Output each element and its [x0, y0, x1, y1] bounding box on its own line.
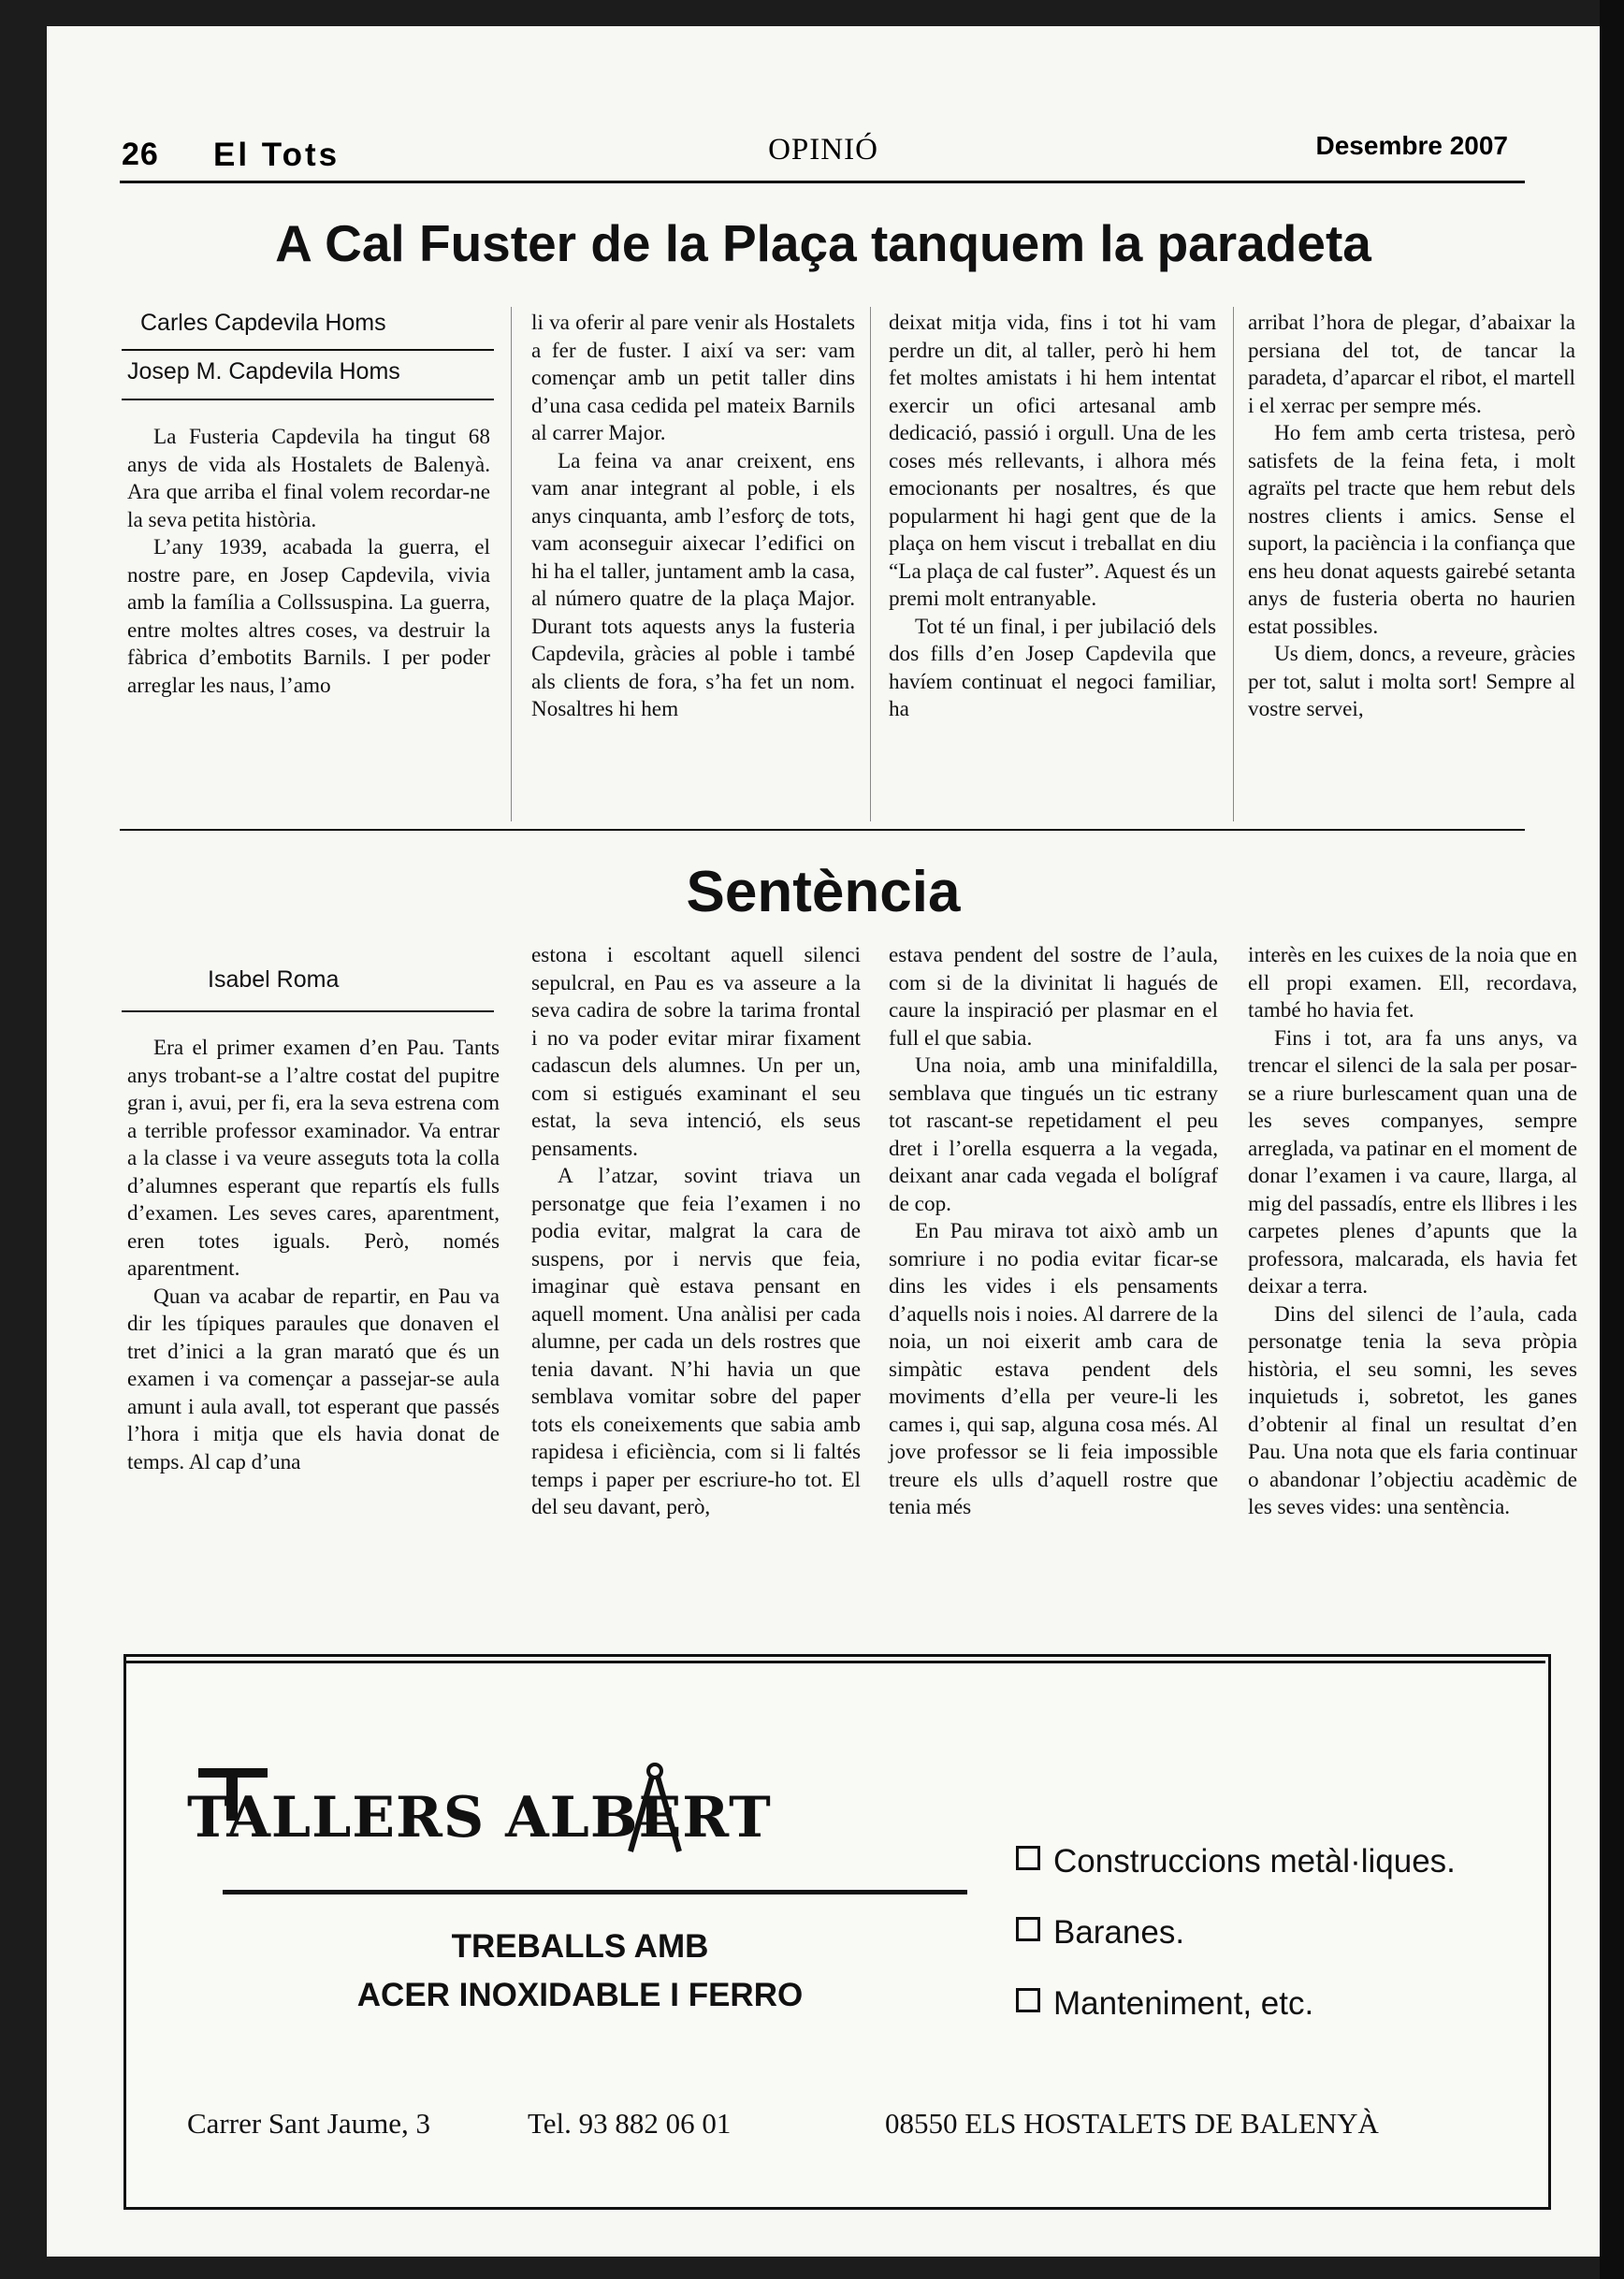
magazine-name: El Tots: [213, 137, 341, 173]
paragraph: L’any 1939, acabada la guerra, el nostre pare, en Josep Capdevila, vivia amb la família a Collssuspina. La guerra, entre moltes altres coses, va destruir la fàbrica d’embotits Barnils. I per poder arreglar les naus, l’amo: [127, 535, 490, 698]
feature-label: Baranes.: [1053, 1914, 1185, 1951]
paragraph: A l’atzar, sovint triava un personatge que feia l’examen i no podia evitar, malgrat la cara de suspens, por i nervis que feia, imaginar què estava pensant en aquell moment. Una anàlisi per cada alumne, per cada un dels rostres que tenia davant. N’hi havia un que semblava vomitar sobre del paper tots els coneixements que sabia amb rapidesa i eficiència, com si li faltés temps i paper per escriure-ho tot. El del seu davant, però,: [531, 1164, 861, 1519]
feature-item: [1016, 1914, 1184, 1952]
paragraph: Era el primer examen d’en Pau. Tants anys trobant-se a l’altre costat del pupitre gran i, avui, per fi, era la seva estrena com a terrible professor examinador. Va entrar a la classe i va veure asseguts tota la colla d’alumnes esperant que repartís els fulls d’examen. Les seves cares, aparentment, eren totes iguals. Però, només aparentment.: [127, 1036, 500, 1281]
ad-tagline: TREBALLS AMB: [451, 1928, 709, 1965]
article-column: [1248, 310, 1575, 724]
paragraph: arribat l’hora de plegar, d’abaixar la persiana del tot, de tancar la paradeta, d’aparcar el ribot, el martell i el xerrac per sempre més.: [1248, 311, 1575, 418]
paragraph: Dins del silenci de l’aula, cada personatge tenia la seva pròpia història, el seu somni, les seves inquietuds i, sobretot, les ganes d’obtenir al final un resultat d’en Pau. Una nota que els faria continuar o abandonar l’objectiu acadèmic de les seves vides: una sentència.: [1248, 1301, 1577, 1519]
checkbox-icon: [1016, 1846, 1040, 1870]
paragraph: Us diem, doncs, a reveure, gràcies per tot, salut i molta sort! Sempre al vostre servei,: [1248, 642, 1575, 721]
feature-label: Construccions metàl·liques.: [1053, 1843, 1456, 1880]
ad-tagline: ACER INOXIDABLE I FERRO: [356, 1977, 804, 2013]
feature-item: [1016, 1985, 1313, 2023]
paragraph: deixat mitja vida, fins i tot hi vam perdre un dit, al taller, però hi hem fet moltes amistats i hi hem intentat exercir un ofici artesanal amb dedicació, passió i orgull. Una de les coses més rellevants, i alhora més emocionants per nosaltres, és que popularment hi hagi gent que de la plaça on hem viscut i treballat en diu “La plaça de cal fuster”. Aquest és un premi molt entranyable.: [889, 311, 1216, 611]
advertisement-top-rule: [123, 1661, 1545, 1663]
company-logo-text: TALLERS ALBERT: [187, 1785, 772, 1851]
article-column: [889, 310, 1216, 724]
column-divider: [511, 307, 512, 821]
section-title: OPINIÓ: [768, 133, 878, 167]
paragraph: estava pendent del sostre de l’aula, com si de la divinitat li hagués de caure la inspiració per plasmar en el full el que sabia.: [889, 943, 1218, 1051]
paragraph: li va oferir al pare venir als Hostalets a fer de fuster. I així va ser: vam començar amb un petit taller dins d’una casa cedida pel mateix Barnils al carrer Major.: [531, 311, 855, 445]
newspaper-page: [47, 26, 1600, 2257]
scan-edge: [1600, 0, 1624, 2279]
paragraph: Ho fem amb certa tristesa, però satisfets de la feina feta, i molt agraïts pel tracte que hem rebut dels nostres clients i amics. Sense el suport, la paciència i la confiança que ens heu donat aquests gairebé setanta anys de fusteria oberta no haurien estat possibles.: [1248, 421, 1575, 639]
article-column: [531, 310, 855, 724]
feature-label: Manteniment, etc.: [1053, 1985, 1314, 2022]
checkbox-icon: [1016, 1988, 1040, 2012]
logo-underline: [223, 1890, 967, 1894]
paragraph: Tot té un final, i per jubilació dels dos fills d’en Josep Capdevila que havíem continuat el negoci familiar, ha: [889, 614, 1216, 721]
header-rule: [120, 181, 1525, 183]
paragraph: Una noia, amb una minifaldilla, semblava que tingués un tic estrany tot rascant-se repetidament el peu dret i l’orella esquerra a la vegada, deixant anar cada vegada el bolígraf de cop.: [889, 1053, 1218, 1216]
paragraph: Quan va acabar de repartir, en Pau va dir les típiques paraules que donaven el tret d’inici a la gran marató que és un examen i va començar a passejar-se aula amunt i aula avall, tot esperant que passés l’hora i mitja que els havia donat de temps. Al cap d’una: [127, 1284, 500, 1474]
article-column: [127, 1035, 500, 1476]
page-number: 26: [122, 137, 159, 172]
article-column: [531, 942, 861, 1522]
article-column: [127, 424, 490, 700]
paragraph: La Fusteria Capdevila ha tingut 68 anys de vida als Hostalets de Balenyà. Ara que arriba el final volem recordar-ne la seva petita història.: [127, 425, 490, 532]
feature-item: [1016, 1843, 1456, 1880]
article-column: [1248, 942, 1577, 1522]
checkbox-icon: [1016, 1917, 1040, 1941]
article-title: A Cal Fuster de la Plaça tanquem la paradeta: [275, 214, 1371, 272]
article-title: Sentència: [686, 860, 961, 924]
author-rule: [122, 349, 494, 351]
article-column: [889, 942, 1218, 1522]
author-rule: [122, 399, 494, 400]
author-name: Josep M. Capdevila Homs: [127, 358, 400, 385]
issue-date: Desembre 2007: [1315, 131, 1508, 160]
ad-phone: Tel. 93 882 06 01: [528, 2107, 732, 2140]
paragraph: interès en les cuixes de la noia que en ell propi examen. Ell, recordava, també ho havia fet.: [1248, 943, 1577, 1023]
column-divider: [870, 307, 871, 821]
paragraph: Fins i tot, ara fa uns anys, va trencar el silenci de la sala per posar-se a riure burlescament quan una de les seves companyes, sempre arreglada, va patinar en el moment de donar l’examen i va caure, llarga, al mig del passadís, entre els llibres i les carpetes plenes d’apunts que la professora, malcarada, els havia fet deixar a terra.: [1248, 1025, 1577, 1299]
author-name: Isabel Roma: [208, 966, 340, 993]
paragraph: En Pau mirava tot això amb un somriure i no podia evitar ficar-se dins les vides i els pensaments d’aquells nois i noies. Al darrere de la noia, un noi eixerit amb cara de simpàtic estava pendent dels moviments d’ella per veure-li les cames i, qui sap, alguna cosa més. Al jove professor se li feia impossible treure els ulls d’aquell rostre que tenia més: [889, 1219, 1218, 1519]
author-rule: [122, 1010, 494, 1012]
ad-city: 08550 ELS HOSTALETS DE BALENYÀ: [885, 2107, 1379, 2140]
author-name: Carles Capdevila Homs: [140, 310, 386, 336]
paragraph: La feina va anar creixent, ens vam anar integrant al poble, i els anys cinquanta, amb l’esforç de tots, vam aconseguir aixecar l’edifici on hi ha el taller, juntament amb la casa, al número quatre de la plaça Major. Durant tots aquests anys la fusteria Capdevila, gràcies al poble i també als clients de fora, s’ha fet un nom. Nosaltres hi hem: [531, 448, 855, 721]
column-divider: [1233, 307, 1234, 821]
paragraph: estona i escoltant aquell silenci sepulcral, en Pau es va asseure a la seva cadira de sobre la tarima frontal i no va poder evitar mirar fixament cadascun dels alumnes. Un per un, com si estigués examinant el seu estat, la seva intenció, els seus pensaments.: [531, 943, 861, 1161]
article-separator: [120, 829, 1525, 831]
ad-address: Carrer Sant Jaume, 3: [187, 2107, 430, 2140]
